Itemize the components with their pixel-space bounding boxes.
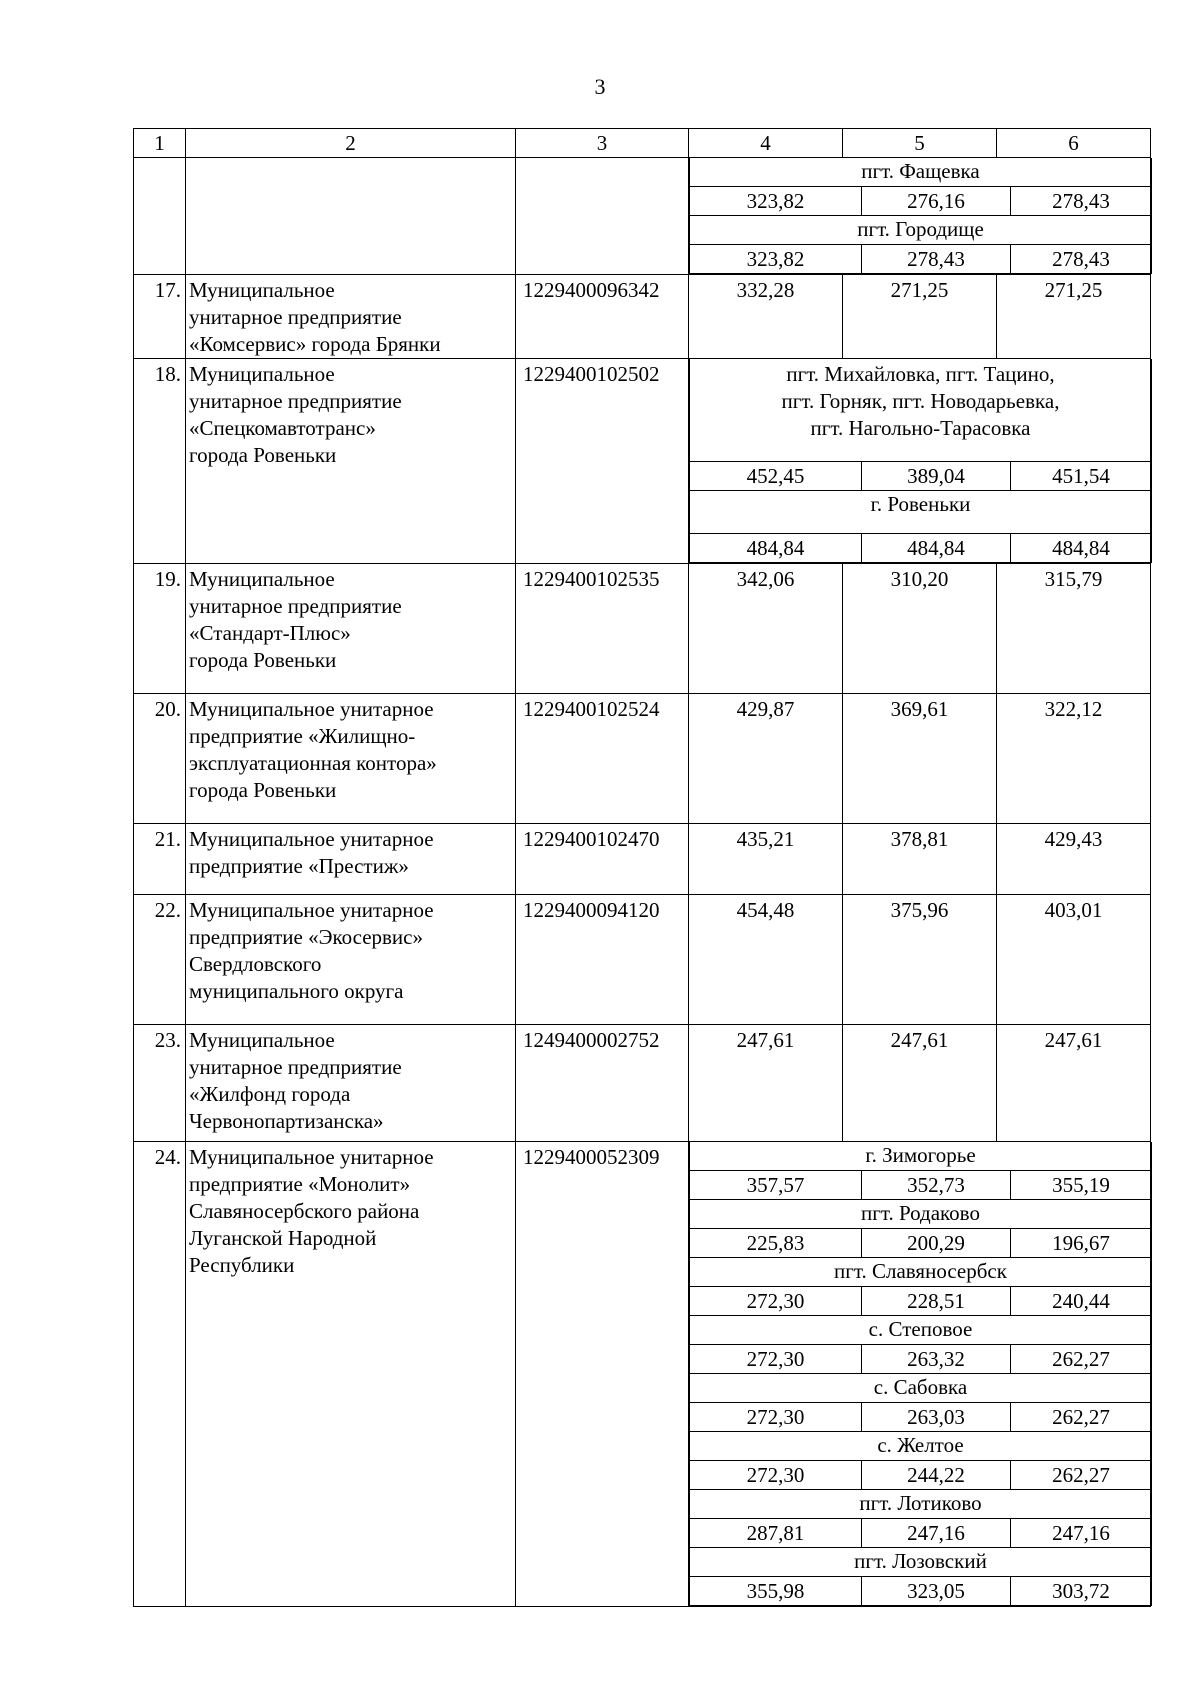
value-cell: 342,06 bbox=[689, 564, 843, 694]
value-cell: 244,22 bbox=[862, 1461, 1011, 1490]
value-cell: 272,30 bbox=[690, 1287, 862, 1316]
value-cell: 196,67 bbox=[1011, 1229, 1152, 1258]
value-cell: 271,25 bbox=[997, 275, 1151, 359]
column-header-2: 2 bbox=[186, 129, 516, 158]
value-cell: 484,84 bbox=[690, 534, 862, 563]
table-row bbox=[134, 694, 1151, 824]
registration-code: 1229400052309 bbox=[516, 1142, 689, 1607]
value-cell: 303,72 bbox=[1011, 1577, 1152, 1606]
value-cell: 263,03 bbox=[862, 1403, 1011, 1432]
location-name: пгт. Фащевка bbox=[690, 158, 1152, 187]
registration-code: 1229400102535 bbox=[516, 564, 689, 694]
location-values bbox=[689, 359, 1151, 564]
value-cell: 278,43 bbox=[1011, 187, 1152, 216]
location-values bbox=[689, 158, 1151, 275]
value-cell: 272,30 bbox=[690, 1461, 862, 1490]
tariff-table bbox=[133, 128, 1151, 1607]
value-cell: 228,51 bbox=[862, 1287, 1011, 1316]
column-header-1: 1 bbox=[134, 129, 186, 158]
table-row bbox=[134, 1142, 1151, 1607]
value-cell: 375,96 bbox=[843, 895, 997, 1025]
organization-name: Муниципальное унитарное предприятие «Экосервис» Свердловского муниципального округа bbox=[186, 895, 516, 1025]
row-number: 18. bbox=[134, 359, 186, 564]
value-cell: 378,81 bbox=[843, 824, 997, 895]
location-name: г. Зимогорье bbox=[690, 1142, 1152, 1171]
registration-code: 1229400102524 bbox=[516, 694, 689, 824]
column-header-5: 5 bbox=[843, 129, 997, 158]
location-name: пгт. Михайловка, пгт. Тацино, пгт. Горняк, пгт. Новодарьевка, пгт. Нагольно-Тарасовка bbox=[690, 359, 1152, 462]
value-cell: 247,16 bbox=[1011, 1519, 1152, 1548]
value-cell: 278,43 bbox=[862, 245, 1011, 274]
value-cell: 484,84 bbox=[862, 534, 1011, 563]
table-row bbox=[134, 824, 1151, 895]
row-number: 24. bbox=[134, 1142, 186, 1607]
value-cell: 200,29 bbox=[862, 1229, 1011, 1258]
table-row bbox=[134, 275, 1151, 359]
value-cell: 276,16 bbox=[862, 187, 1011, 216]
row-number: 17. bbox=[134, 275, 186, 359]
value-cell: 429,43 bbox=[997, 824, 1151, 895]
organization-name: Муниципальное унитарное предприятие «Стандарт-Плюс» города Ровеньки bbox=[186, 564, 516, 694]
value-cell: 310,20 bbox=[843, 564, 997, 694]
value-cell: 389,04 bbox=[862, 462, 1011, 491]
column-header-3: 3 bbox=[516, 129, 689, 158]
row-number: 23. bbox=[134, 1025, 186, 1142]
registration-code: 1229400102502 bbox=[516, 359, 689, 564]
column-header-4: 4 bbox=[689, 129, 843, 158]
row-number: 20. bbox=[134, 694, 186, 824]
value-cell: 484,84 bbox=[1011, 534, 1152, 563]
organization-name: Муниципальное унитарное предприятие «Комсервис» города Брянки bbox=[186, 275, 516, 359]
value-cell: 271,25 bbox=[843, 275, 997, 359]
value-cell: 369,61 bbox=[843, 694, 997, 824]
value-cell: 262,27 bbox=[1011, 1345, 1152, 1374]
value-cell: 262,27 bbox=[1011, 1461, 1152, 1490]
value-cell: 357,57 bbox=[690, 1171, 862, 1200]
organization-name: Муниципальное унитарное предприятие «Монолит» Славяносербского района Луганской Народной Республики bbox=[186, 1142, 516, 1607]
location-name: с. Желтое bbox=[690, 1432, 1152, 1461]
value-cell: 240,44 bbox=[1011, 1287, 1152, 1316]
value-cell: 323,82 bbox=[690, 187, 862, 216]
value-cell: 323,82 bbox=[690, 245, 862, 274]
value-cell: 322,12 bbox=[997, 694, 1151, 824]
row-number: 19. bbox=[134, 564, 186, 694]
location-name: с. Сабовка bbox=[690, 1374, 1152, 1403]
organization-name: Муниципальное унитарное предприятие «Жилфонд города Червонопартизанска» bbox=[186, 1025, 516, 1142]
registration-code: 1249400002752 bbox=[516, 1025, 689, 1142]
registration-code: 1229400102470 bbox=[516, 824, 689, 895]
value-cell: 225,83 bbox=[690, 1229, 862, 1258]
page-number: 3 bbox=[594, 74, 606, 99]
registration-code: 1229400096342 bbox=[516, 275, 689, 359]
row-number: 22. bbox=[134, 895, 186, 1025]
value-cell: 247,16 bbox=[862, 1519, 1011, 1548]
value-cell: 247,61 bbox=[997, 1025, 1151, 1142]
location-name: пгт. Родаково bbox=[690, 1200, 1152, 1229]
value-cell: 323,05 bbox=[862, 1577, 1011, 1606]
value-cell: 454,48 bbox=[689, 895, 843, 1025]
registration-code: 1229400094120 bbox=[516, 895, 689, 1025]
value-cell: 332,28 bbox=[689, 275, 843, 359]
table-row bbox=[134, 359, 1151, 564]
value-cell: 352,73 bbox=[862, 1171, 1011, 1200]
value-cell: 263,32 bbox=[862, 1345, 1011, 1374]
location-values bbox=[689, 1142, 1151, 1607]
location-name: пгт. Лозовский bbox=[690, 1548, 1152, 1577]
value-cell: 451,54 bbox=[1011, 462, 1152, 491]
organization-name: Муниципальное унитарное предприятие «Жилищно- эксплуатационная контора» города Ровеньки bbox=[186, 694, 516, 824]
value-cell: 452,45 bbox=[690, 462, 862, 491]
value-cell: 355,98 bbox=[690, 1577, 862, 1606]
value-cell: 247,61 bbox=[843, 1025, 997, 1142]
table-row bbox=[134, 564, 1151, 694]
value-cell: 278,43 bbox=[1011, 245, 1152, 274]
column-header-6: 6 bbox=[997, 129, 1151, 158]
value-cell: 429,87 bbox=[689, 694, 843, 824]
value-cell: 272,30 bbox=[690, 1403, 862, 1432]
location-name: пгт. Лотиково bbox=[690, 1490, 1152, 1519]
row-number: 21. bbox=[134, 824, 186, 895]
value-cell: 247,61 bbox=[689, 1025, 843, 1142]
table-row bbox=[134, 895, 1151, 1025]
location-name: пгт. Городище bbox=[690, 216, 1152, 245]
table-row bbox=[134, 1025, 1151, 1142]
location-name: г. Ровеньки bbox=[690, 491, 1152, 534]
organization-name: Муниципальное унитарное предприятие «Спецкомавтотранс» города Ровеньки bbox=[186, 359, 516, 564]
value-cell: 355,19 bbox=[1011, 1171, 1152, 1200]
value-cell: 435,21 bbox=[689, 824, 843, 895]
value-cell: 403,01 bbox=[997, 895, 1151, 1025]
value-cell: 315,79 bbox=[997, 564, 1151, 694]
value-cell: 272,30 bbox=[690, 1345, 862, 1374]
column-number-header bbox=[134, 129, 1151, 158]
location-name: пгт. Славяносербск bbox=[690, 1258, 1152, 1287]
location-name: с. Степовое bbox=[690, 1316, 1152, 1345]
table-row-continuation bbox=[134, 158, 1151, 275]
organization-name: Муниципальное унитарное предприятие «Престиж» bbox=[186, 824, 516, 895]
value-cell: 262,27 bbox=[1011, 1403, 1152, 1432]
value-cell: 287,81 bbox=[690, 1519, 862, 1548]
